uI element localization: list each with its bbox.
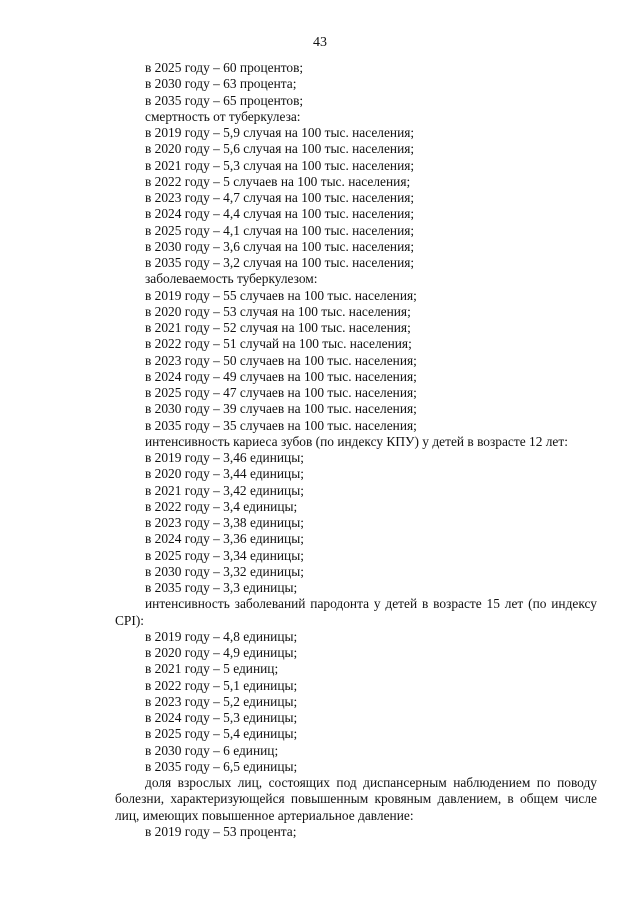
text-line: в 2025 году – 60 процентов;: [145, 60, 304, 75]
text-line: в 2035 году – 6,5 единицы;: [145, 758, 298, 774]
text-line: в 2022 году – 3,4 единицы;: [145, 498, 298, 514]
text-line: в 2023 году – 3,38 единицы;: [145, 515, 304, 530]
text-line: в 2019 году – 53 процента;: [145, 823, 297, 839]
text-line: в 2019 году – 55 случаев на 100 тыс. населения;: [145, 287, 417, 303]
text-line: в 2021 году – 5,3 случая на 100 тыс. населения;: [145, 157, 415, 173]
text-line: в 2020 году – 53 случая на 100 тыс. населения;: [145, 303, 411, 319]
section-heading: интенсивность заболеваний пародонта у детей в возрасте 15 лет (по индексу CPI):: [115, 596, 597, 628]
text-line: в 2024 году – 3,36 единицы;: [145, 531, 304, 547]
section-heading: смертность от туберкулеза:: [145, 108, 301, 124]
page-number: 43: [313, 35, 327, 50]
text-line: в 2035 году – 3,2 случая на 100 тыс. населения;: [145, 255, 415, 270]
section-heading: заболеваемость туберкулезом:: [145, 271, 318, 287]
text-line: в 2030 году – 63 процента;: [145, 76, 297, 92]
text-line: в 2030 году – 6 единиц;: [145, 742, 279, 758]
text-line: в 2019 году – 5,9 случая на 100 тыс. населения;: [145, 125, 415, 140]
text-line: в 2022 году – 5 случаев на 100 тыс. населения;: [145, 173, 411, 189]
text-line: в 2019 году – 3,46 единицы;: [145, 450, 304, 465]
text-line: в 2024 году – 49 случаев на 100 тыс. населения;: [145, 368, 417, 384]
text-line: в 2035 году – 35 случаев на 100 тыс. населения;: [145, 417, 417, 433]
text-line: в 2021 году – 5 единиц;: [145, 661, 279, 677]
text-line: в 2020 году – 5,6 случая на 100 тыс. населения;: [145, 141, 415, 157]
text-line: в 2023 году – 50 случаев на 100 тыс. населения;: [145, 352, 417, 368]
text-line: в 2023 году – 4,7 случая на 100 тыс. населения;: [145, 190, 415, 205]
text-line: в 2025 году – 47 случаев на 100 тыс. населения;: [145, 385, 417, 400]
text-line: в 2022 году – 51 случай на 100 тыс. населения;: [145, 336, 412, 352]
text-line: в 2021 году – 52 случая на 100 тыс. населения;: [145, 320, 411, 335]
text-line: в 2025 году – 3,34 единицы;: [145, 547, 304, 563]
text-line: в 2030 году – 3,32 единицы;: [145, 563, 304, 579]
text-line: в 2024 году – 5,3 единицы;: [145, 710, 298, 725]
text-line: в 2035 году – 3,3 единицы;: [145, 580, 298, 595]
text-line: в 2030 году – 3,6 случая на 100 тыс. населения;: [145, 238, 415, 254]
text-line: в 2025 году – 4,1 случая на 100 тыс. населения;: [145, 222, 415, 238]
text-line: в 2023 году – 5,2 единицы;: [145, 693, 298, 709]
section-heading: доля взрослых лиц, состоящих под диспансерным наблюдением по поводу болезни, характеризующейся повышенным кровяным давлением, в общем числе лиц, имеющих повышенное артериальное давление:: [115, 775, 597, 823]
document-body: [115, 60, 597, 840]
text-line: в 2024 году – 4,4 случая на 100 тыс. населения;: [145, 206, 415, 222]
text-line: в 2035 году – 65 процентов;: [145, 92, 304, 108]
text-line: в 2025 году – 5,4 единицы;: [145, 726, 298, 742]
text-line: в 2020 году – 3,44 единицы;: [145, 466, 304, 482]
text-line: в 2022 году – 5,1 единицы;: [145, 677, 298, 693]
text-line: в 2030 году – 39 случаев на 100 тыс. населения;: [145, 401, 417, 417]
section-heading: интенсивность кариеса зубов (по индексу КПУ) у детей в возрасте 12 лет:: [145, 433, 568, 449]
text-line: в 2019 году – 4,8 единицы;: [145, 628, 298, 644]
text-line: в 2020 году – 4,9 единицы;: [145, 645, 298, 660]
text-line: в 2021 году – 3,42 единицы;: [145, 482, 304, 498]
